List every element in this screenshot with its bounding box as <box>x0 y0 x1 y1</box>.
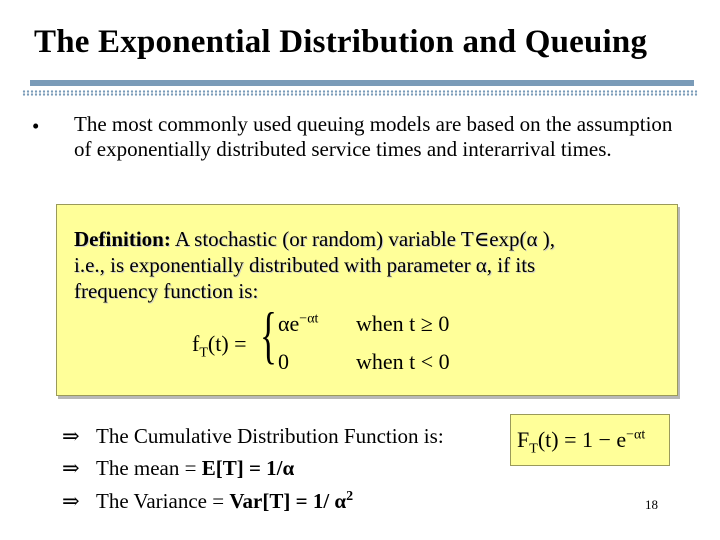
pdf-case-1-condition: when t ≥ 0 <box>356 311 450 336</box>
bullet-marker: • <box>32 114 40 138</box>
implication-mean: ⇒ The mean = E[T] = 1/α <box>62 456 295 480</box>
definition-line-1: A stochastic (or random) variable T∈exp(α ), <box>170 227 556 251</box>
cdf-formula: $F_T(t) = 1 - e^{-\alpha t}$ <box>517 427 646 457</box>
slide-title: The Exponential Distribution and Queuing <box>34 24 648 60</box>
pdf-case-2-condition: when t < 0 <box>356 349 450 374</box>
definition-text <box>74 226 654 304</box>
page-number: 18 <box>645 497 658 512</box>
implies-arrow-icon: ⇒ <box>62 456 80 480</box>
cases-brace: { <box>260 299 277 370</box>
title-underline <box>30 80 694 86</box>
pdf-case-2: 0 <box>278 349 289 374</box>
definition-label: Definition: <box>74 227 171 251</box>
pdf-case-1: $\alpha e^{-\alpha t}$ <box>278 311 319 336</box>
cdf-formula-box <box>510 414 670 466</box>
implication-cdf: ⇒ The Cumulative Distribution Function is: <box>62 424 444 448</box>
definition-line-3: frequency function is: <box>74 279 259 303</box>
implies-arrow-icon: ⇒ <box>62 424 80 448</box>
implies-arrow-icon: ⇒ <box>62 489 80 513</box>
pdf-formula <box>190 299 490 381</box>
title-dotted-rule <box>22 90 698 96</box>
intro-paragraph: The most commonly used queuing models are based on the assumption of exponentially distributed service times and interarrival times. <box>74 112 673 161</box>
definition-line-2: i.e., is exponentially distributed with parameter α, if its <box>74 253 536 277</box>
pdf-lhs: $f_T(t)$ = <box>192 331 247 361</box>
implication-variance: ⇒ The Variance = Var[T] = 1/ $\alpha^2$ <box>62 489 354 513</box>
